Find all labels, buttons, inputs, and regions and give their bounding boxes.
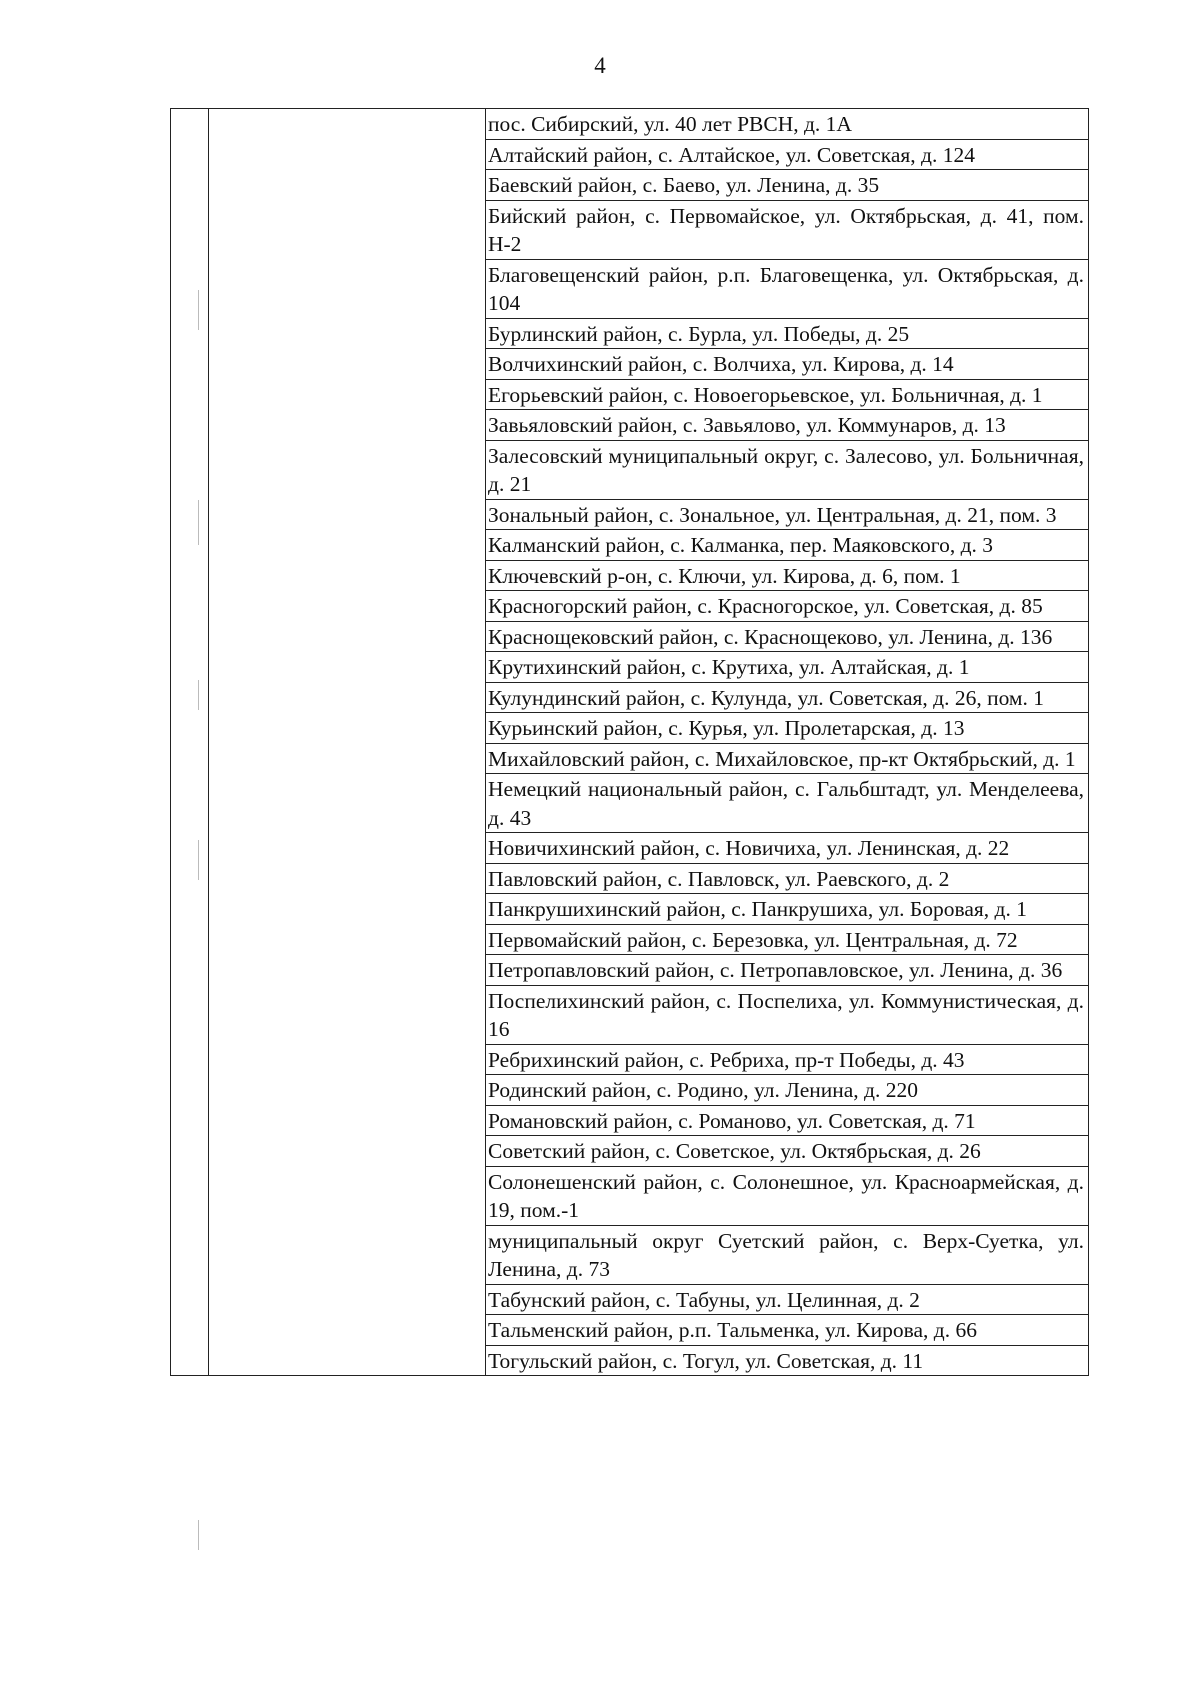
address-table-column (485, 108, 1089, 1376)
address-row: Романовский район, с. Романово, ул. Советская, д. 71 (486, 1106, 1088, 1137)
address-row: пос. Сибирский, ул. 40 лет РВСН, д. 1А (486, 109, 1088, 140)
scan-artifact-line (198, 290, 199, 330)
address-row: Табунский район, с. Табуны, ул. Целинная, д. 2 (486, 1285, 1088, 1316)
address-row: Красногорский район, с. Красногорское, ул. Советская, д. 85 (486, 591, 1088, 622)
address-row: Кулундинский район, с. Кулунда, ул. Советская, д. 26, пом. 1 (486, 683, 1088, 714)
table-name-column (209, 109, 486, 1375)
scan-artifact-line (198, 680, 199, 710)
address-row: Тальменский район, р.п. Тальменка, ул. Кирова, д. 66 (486, 1315, 1088, 1346)
address-row: Павловский район, с. Павловск, ул. Раевского, д. 2 (486, 864, 1088, 895)
address-row: Тогульский район, с. Тогул, ул. Советская, д. 11 (488, 1348, 924, 1373)
page-number: 4 (594, 53, 606, 78)
address-row: Родинский район, с. Родино, ул. Ленина, д. 220 (486, 1075, 1088, 1106)
address-row: Петропавловский район, с. Петропавловское, ул. Ленина, д. 36 (486, 955, 1088, 986)
address-row: Новичихинский район, с. Новичиха, ул. Ленинская, д. 22 (486, 833, 1088, 864)
address-row: Ключевский р-он, с. Ключи, ул. Кирова, д. 6, пом. 1 (486, 561, 1088, 592)
address-row: Егорьевский район, с. Новоегорьевское, ул. Больничная, д. 1 (486, 380, 1088, 411)
address-row: Алтайский район, с. Алтайское, ул. Советская, д. 124 (486, 140, 1088, 171)
address-row: Ребрихинский район, с. Ребриха, пр-т Победы, д. 43 (486, 1045, 1088, 1076)
address-row: Курьинский район, с. Курья, ул. Пролетарская, д. 13 (486, 713, 1088, 744)
address-row: Михайловский район, с. Михайловское, пр-кт Октябрьский, д. 1 (486, 744, 1088, 775)
address-row: Завьяловский район, с. Завьялово, ул. Коммунаров, д. 13 (486, 410, 1088, 441)
address-row: Первомайский район, с. Березовка, ул. Центральная, д. 72 (486, 925, 1088, 956)
address-row: Баевский район, с. Баево, ул. Ленина, д. 35 (486, 170, 1088, 201)
address-row: Краснощековский район, с. Краснощеково, ул. Ленина, д. 136 (486, 622, 1088, 653)
address-row: Благовещенский район, р.п. Благовещенка, ул. Октябрьская, д. 104 (486, 260, 1088, 319)
address-row: муниципальный округ Суетский район, с. Верх-Суетка, ул. Ленина, д. 73 (486, 1226, 1088, 1285)
address-row: Залесовский муниципальный округ, с. Залесово, ул. Больничная, д. 21 (486, 441, 1088, 500)
address-row: Бийский район, с. Первомайское, ул. Октябрьская, д. 41, пом. Н-2 (486, 201, 1088, 260)
table-left-columns (170, 108, 485, 1376)
scan-artifact-line (198, 1520, 199, 1550)
address-row: Немецкий национальный район, с. Гальбштадт, ул. Менделеева, д. 43 (486, 774, 1088, 833)
address-row: Солонешенский район, с. Солонешное, ул. Красноармейская, д. 19, пом.-1 (486, 1167, 1088, 1226)
address-row: Советский район, с. Советское, ул. Октябрьская, д. 26 (486, 1136, 1088, 1167)
table-number-column (171, 109, 209, 1375)
address-row: Крутихинский район, с. Крутиха, ул. Алтайская, д. 1 (486, 652, 1088, 683)
address-row: Бурлинский район, с. Бурла, ул. Победы, д. 25 (486, 319, 1088, 350)
address-row: Волчихинский район, с. Волчиха, ул. Кирова, д. 14 (486, 349, 1088, 380)
scan-artifact-line (198, 500, 199, 545)
address-row: Панкрушихинский район, с. Панкрушиха, ул. Боровая, д. 1 (486, 894, 1088, 925)
address-row: Поспелихинский район, с. Поспелиха, ул. Коммунистическая, д. 16 (486, 986, 1088, 1045)
address-row: Зональный район, с. Зональное, ул. Центральная, д. 21, пом. 3 (486, 500, 1088, 531)
address-row: Калманский район, с. Калманка, пер. Маяковского, д. 3 (486, 530, 1088, 561)
scan-artifact-line (198, 840, 199, 880)
